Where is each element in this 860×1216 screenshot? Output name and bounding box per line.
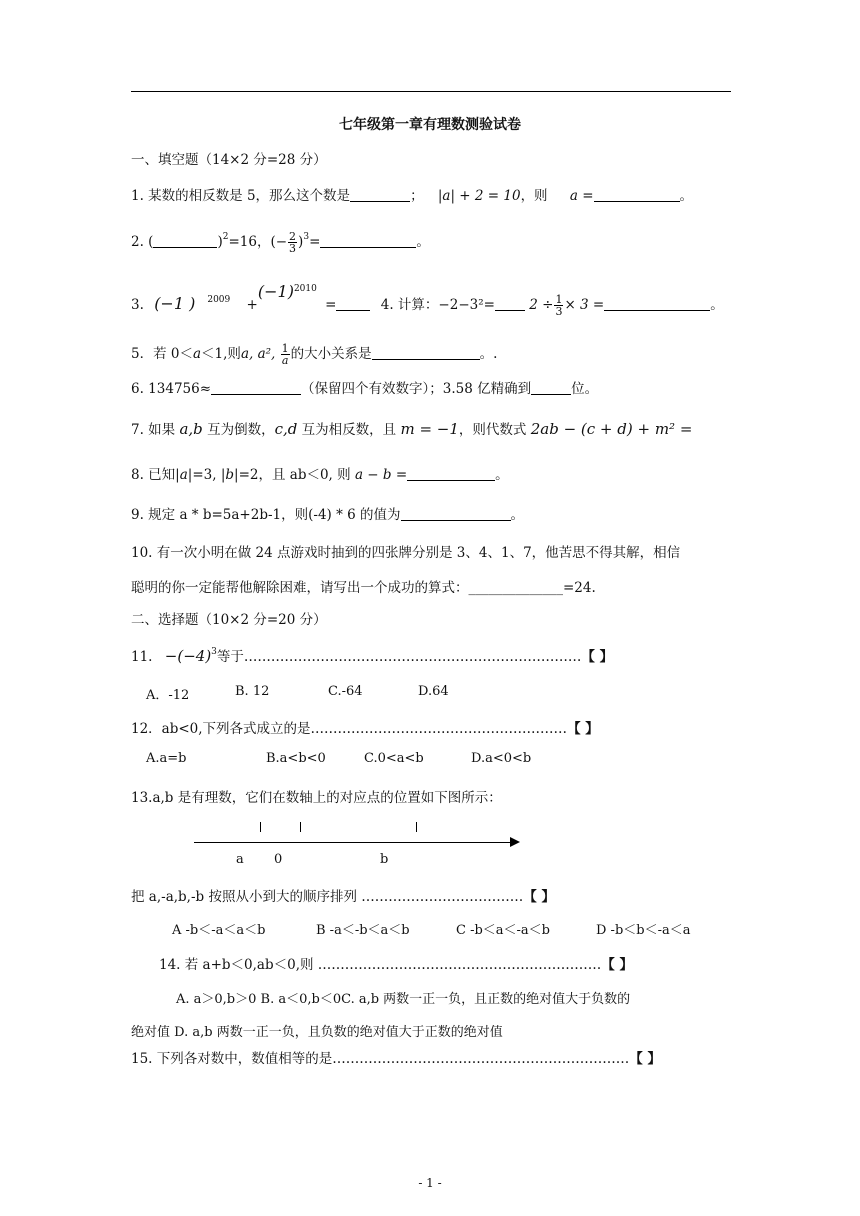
answer-blank[interactable]	[401, 506, 511, 521]
answer-bracket[interactable]: 【 】	[601, 957, 633, 973]
answer-bracket[interactable]: 【 】	[523, 889, 555, 905]
page-title: 七年级第一章有理数测验试卷	[339, 117, 521, 133]
tick-zero	[300, 822, 301, 832]
q13-option-b: B -a＜-b＜a＜b	[316, 923, 410, 938]
question-1: 1. 某数的相反数是 5，那么这个数是 ； |a| + 2 = 10，则 a = 。	[131, 188, 694, 204]
question-6: 6. 134756≈ （保留四个有效数字）；3.58 亿精确到 位。	[131, 381, 599, 397]
answer-blank[interactable]	[531, 380, 571, 395]
question-13-prompt: 把 a,-a,b,-b 按照从小到大的顺序排列 ………………………………【 】	[131, 889, 555, 905]
answer-blank[interactable]	[604, 296, 710, 311]
number-line	[194, 842, 512, 843]
q12-option-c: C.0<a<b	[364, 751, 424, 766]
answer-bracket[interactable]: 【 】	[581, 649, 614, 665]
answer-blank[interactable]	[320, 233, 416, 248]
arrow-right-icon	[510, 837, 520, 847]
question-10-line-2: 聪明的你一定能帮他解除困难，请写出一个成功的算式：______________=24.	[131, 580, 596, 596]
q11-option-c: C.-64	[328, 684, 363, 699]
question-12: 12．ab<0,下列各式成立的是…………………………………………………【 】	[131, 721, 599, 737]
q12-option-a: A.a=b	[146, 751, 187, 766]
question-14: 14. 若 a+b＜0,ab＜0,则 ………………………………………………………【 】	[159, 957, 633, 973]
question-15: 15. 下列各对数中，数值相等的是…………………………………………………………【 】	[131, 1051, 661, 1067]
section-fill-in: 一、填空题（14×2 分=28 分）	[131, 152, 327, 168]
q13-option-a: A -b＜-a＜a＜b	[172, 923, 266, 938]
header-rule	[131, 91, 731, 92]
page-number: - 1 -	[418, 1176, 442, 1190]
q13-option-d: D -b＜b＜-a＜a	[596, 923, 691, 938]
question-8: 8. 已知|a|=3, |b|=2，且 ab＜0, 则 a − b = 。	[131, 467, 509, 483]
q11-option-d: D.64	[418, 684, 449, 699]
tick-a	[260, 822, 261, 832]
fraction: $\frac{1}{3}$	[555, 293, 563, 318]
question-13: 13.a,b 是有理数，它们在数轴上的对应点的位置如下图所示：	[131, 790, 502, 806]
question-5: 5．若 0＜a＜1,则a, a², $\frac{1}{a}$ 的大小关系是 。.	[131, 342, 498, 367]
tick-b	[416, 822, 417, 832]
question-2: 2. ( )$^2$=16，(− $\frac{2}{3}$ )$^3$= 。	[131, 230, 430, 255]
axis-label-a: a	[236, 852, 244, 867]
answer-blank[interactable]	[407, 466, 495, 481]
fraction: $\frac{1}{a}$	[281, 342, 289, 367]
answer-blank[interactable]	[211, 380, 301, 395]
question-7: 7. 如果 a,b 互为倒数，c,d 互为相反数，且 m = −1，则代数式 2ab − (c + d) + m² =	[131, 420, 693, 438]
q12-option-b: B.a<b<0	[266, 751, 326, 766]
q12-option-d: D.a<0<b	[471, 751, 532, 766]
section-choice: 二、选择题（10×2 分=20 分）	[131, 612, 327, 628]
answer-blank[interactable]	[495, 296, 525, 311]
answer-blank[interactable]	[594, 187, 680, 202]
q11-option-b: B. 12	[235, 684, 270, 699]
answer-blank[interactable]	[336, 296, 370, 311]
question-10-line-1: 10. 有一次小明在做 24 点游戏时抽到的四张牌分别是 3、4、1、7，他苦思不得其解，相信	[131, 545, 681, 561]
question-11: 11. $-(-4)^3$等于…………………………………………………………………【 】	[131, 647, 614, 665]
axis-label-b: b	[380, 852, 389, 867]
answer-blank[interactable]	[372, 345, 480, 360]
answer-blank[interactable]	[153, 233, 217, 248]
fraction: $\frac{2}{3}$	[289, 230, 297, 255]
q13-option-c: C -b＜a＜-a＜b	[456, 923, 551, 938]
axis-label-zero: 0	[274, 852, 283, 867]
answer-blank[interactable]	[350, 187, 410, 202]
answer-bracket[interactable]: 【 】	[629, 1051, 661, 1067]
answer-bracket[interactable]: 【 】	[567, 721, 599, 737]
q14-options-line-1: A. a＞0,b＞0 B. a＜0,b＜0C. a,b 两数一正一负，且正数的绝对值大于负数的	[176, 992, 631, 1007]
question-3: 3. (−1 ) $^{2009} +(-1)^{2010} = 4$. 计算：−2−3²= 2 ÷ $\frac{1}{3}$ × 3 = 。	[131, 282, 724, 318]
question-9: 9. 规定 a * b=5a+2b-1，则(-4) * 6 的值为 。	[131, 507, 525, 523]
q14-options-line-2: 绝对值 D. a,b 两数一正一负，且负数的绝对值大于正数的绝对值	[131, 1025, 503, 1040]
q11-option-a: A．-12	[146, 688, 190, 703]
